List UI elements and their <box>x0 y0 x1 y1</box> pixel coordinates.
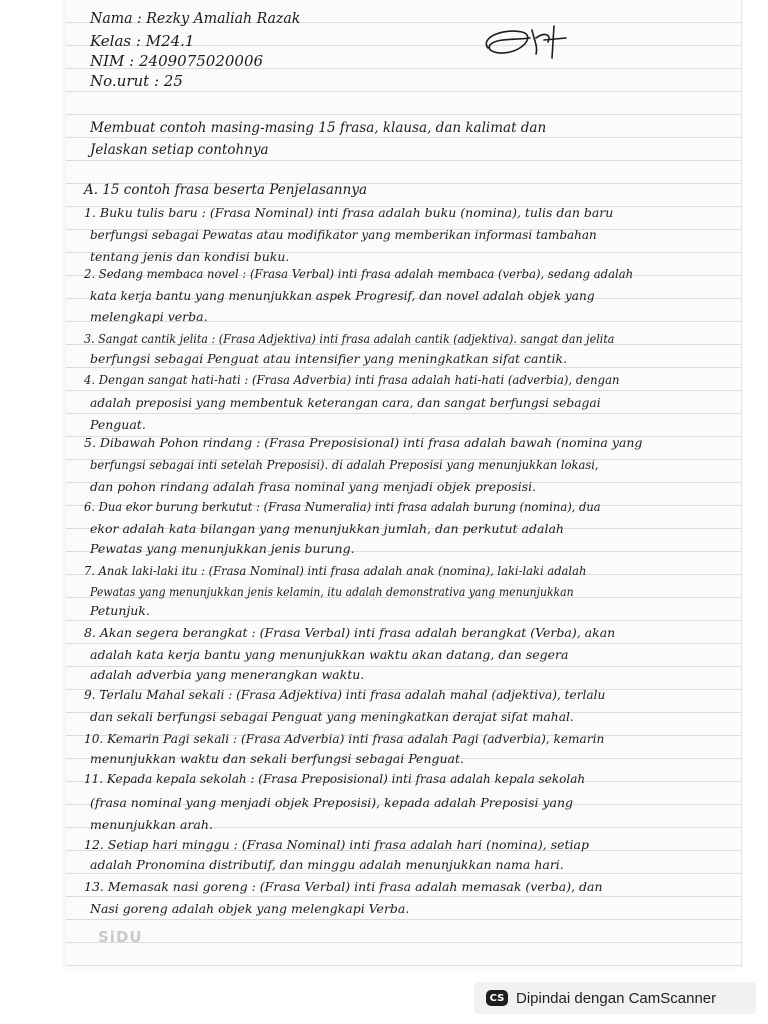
body-line: Pewatas yang menunjukkan jenis burung. <box>90 541 355 556</box>
body-line: menunjukkan waktu dan sekali berfungsi sebagai Penguat. <box>90 751 464 766</box>
body-line: dan sekali berfungsi sebagai Penguat yang meningkatkan derajat sifat mahal. <box>90 709 574 724</box>
camscanner-logo-icon: CS <box>486 990 508 1006</box>
section-title: A. 15 contoh frasa beserta Penjelasannya <box>84 182 367 198</box>
paper-brand-logo: SiDU <box>98 928 143 946</box>
body-line: 6. Dua ekor burung berkutut : (Frasa Numeralia) inti frasa adalah burung (nomina), dua <box>84 499 601 514</box>
body-line: adalah kata kerja bantu yang menunjukkan waktu akan datang, dan segera <box>90 647 569 662</box>
body-line: Nasi goreng adalah objek yang melengkapi Verba. <box>90 901 410 916</box>
body-line: tentang jenis dan kondisi buku. <box>90 249 290 264</box>
body-line: 3. Sangat cantik jelita : (Frasa Adjektiva) inti frasa adalah cantik (adjektiva). sangat dan jelita <box>84 331 615 346</box>
body-line: 8. Akan segera berangkat : (Frasa Verbal) inti frasa adalah berangkat (Verba), akan <box>84 625 616 640</box>
body-line: 10. Kemarin Pagi sekali : (Frasa Adverbia) inti frasa adalah Pagi (adverbia), kemarin <box>84 731 605 746</box>
body-line: melengkapi verba. <box>90 309 208 324</box>
body-line: 13. Memasak nasi goreng : (Frasa Verbal) inti frasa adalah memasak (verba), dan <box>84 879 603 894</box>
header-nim: NIM : 2409075020006 <box>90 52 264 70</box>
body-line: 5. Dibawah Pohon rindang : (Frasa Preposisional) inti frasa adalah bawah (nomina yang <box>84 435 643 450</box>
body-line: 1. Buku tulis baru : (Frasa Nominal) inti frasa adalah buku (nomina), tulis dan baru <box>84 205 614 220</box>
body-line: kata kerja bantu yang menunjukkan aspek Progresif, dan novel adalah objek yang <box>90 288 595 303</box>
body-line: berfungsi sebagai inti setelah Preposisi). di adalah Preposisi yang menunjukkan lokasi, <box>90 457 599 472</box>
body-line: menunjukkan arah. <box>90 817 213 832</box>
signature-image <box>474 18 574 68</box>
body-line: 9. Terlalu Mahal sekali : (Frasa Adjektiva) inti frasa adalah mahal (adjektiva), terlalu <box>84 687 606 702</box>
camscanner-text: Dipindai dengan CamScanner <box>516 989 717 1007</box>
task-line-2: Jelaskan setiap contohnya <box>90 142 269 158</box>
task-line-1: Membuat contoh masing-masing 15 frasa, klausa, dan kalimat dan <box>90 120 547 136</box>
body-line: ekor adalah kata bilangan yang menunjukkan jumlah, dan perkutut adalah <box>90 521 564 536</box>
notebook-page <box>66 0 742 968</box>
body-line: adalah preposisi yang membentuk keterangan cara, dan sangat berfungsi sebagai <box>90 395 601 410</box>
body-line: 12. Setiap hari minggu : (Frasa Nominal) inti frasa adalah hari (nomina), setiap <box>84 837 589 852</box>
header-class: Kelas : M24.1 <box>90 32 195 50</box>
body-line: 4. Dengan sangat hati-hati : (Frasa Adverbia) inti frasa adalah hati-hati (adverbia), dengan <box>84 372 620 387</box>
body-line: 7. Anak laki-laki itu : (Frasa Nominal) inti frasa adalah anak (nomina), laki-laki adalah <box>84 563 587 578</box>
body-line: adalah adverbia yang menerangkan waktu. <box>90 667 365 682</box>
body-line: 11. Kepada kepala sekolah : (Frasa Preposisional) inti frasa adalah kepala sekolah <box>84 771 586 786</box>
body-line: Pewatas yang menunjukkan jenis kelamin, itu adalah demonstrativa yang menunjukkan <box>90 584 574 599</box>
body-line: Petunjuk. <box>90 603 150 618</box>
header-no-urut: No.urut : 25 <box>90 72 183 90</box>
header-name: Nama : Rezky Amaliah Razak <box>90 9 301 27</box>
body-line: (frasa nominal yang menjadi objek Preposisi), kepada adalah Preposisi yang <box>90 795 574 810</box>
body-line: Penguat. <box>90 417 146 432</box>
camscanner-badge <box>474 982 756 1014</box>
body-line: adalah Pronomina distributif, dan minggu adalah menunjukkan nama hari. <box>90 857 564 872</box>
body-line: berfungsi sebagai Pewatas atau modifikator yang memberikan informasi tambahan <box>90 227 597 242</box>
body-line: berfungsi sebagai Penguat atau intensifier yang meningkatkan sifat cantik. <box>90 351 568 366</box>
body-line: 2. Sedang membaca novel : (Frasa Verbal) inti frasa adalah membaca (verba), sedang adalah <box>84 266 634 281</box>
body-line: dan pohon rindang adalah frasa nominal yang menjadi objek preposisi. <box>90 479 536 494</box>
